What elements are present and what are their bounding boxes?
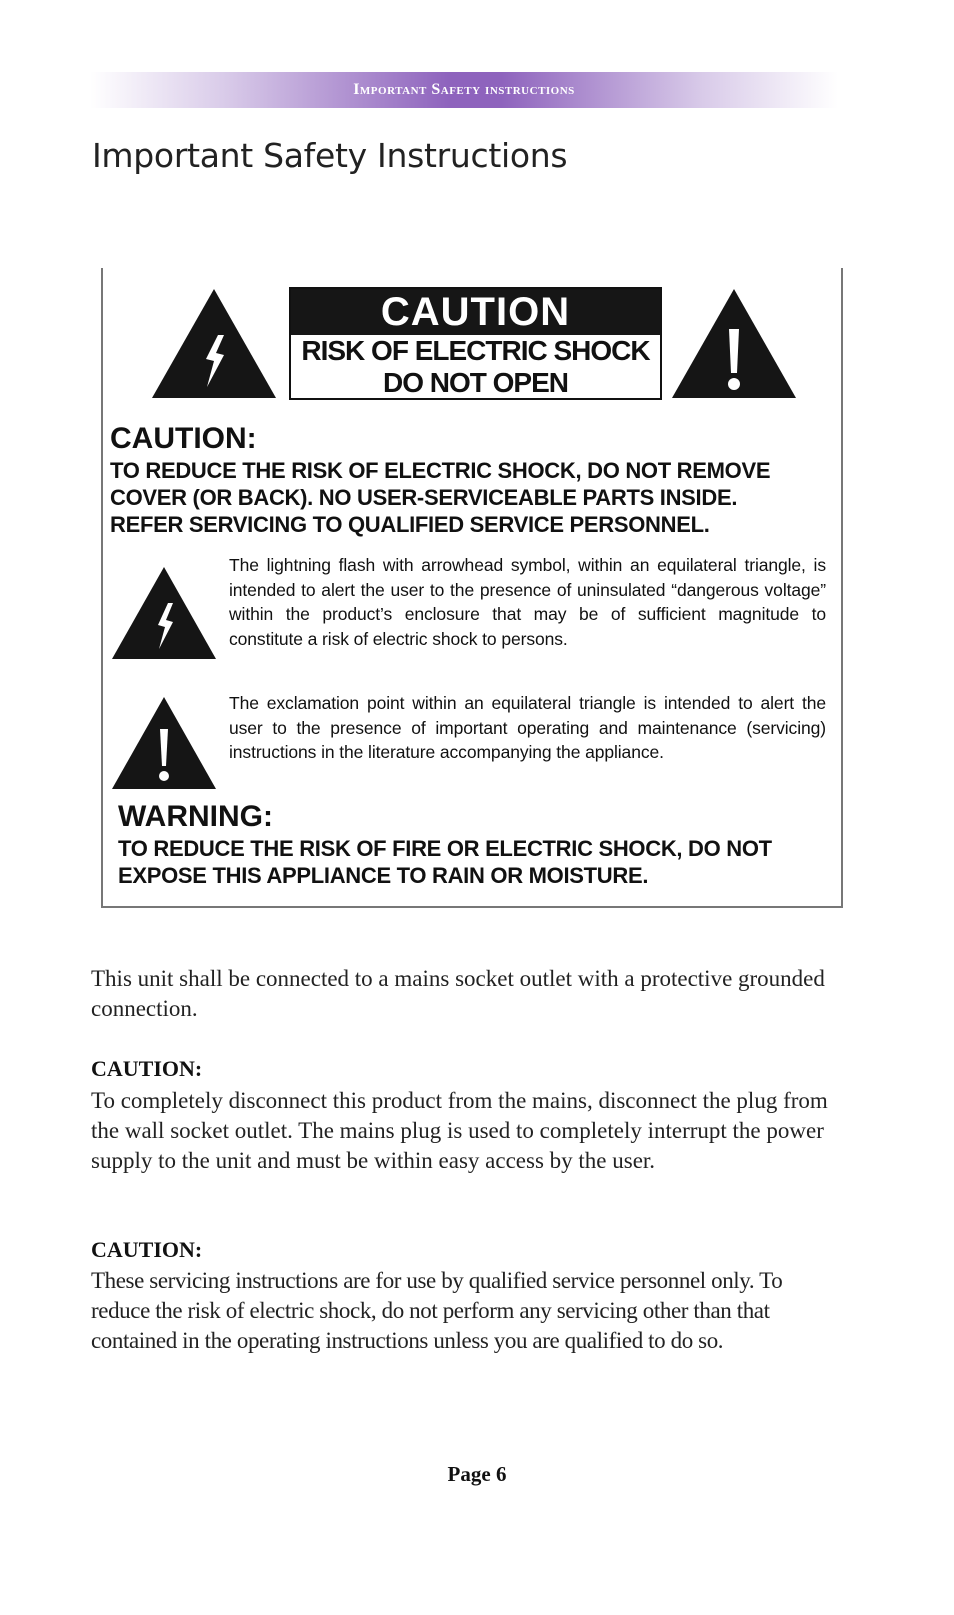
running-header-title: Important Safety instructions (353, 81, 575, 98)
caution-heading: CAUTION: (91, 1237, 203, 1262)
label-caution-heading: CAUTION: (110, 422, 257, 455)
caution-box-title: CAUTION (291, 289, 660, 335)
page-title: Important Safety Instructions (92, 136, 568, 175)
label-warning-heading: WARNING: (118, 800, 273, 833)
disconnect-paragraph: To completely disconnect this product from the mains, disconnect the plug from the wall socket outlet. The mains plug is used to completely interrupt the power supply to the unit and must be within easy access by the user. (91, 1088, 828, 1173)
caution-box-line1: RISK OF ELECTRIC SHOCK (301, 335, 650, 366)
page-number: Page 6 (447, 1462, 507, 1486)
exclamation-explanation: The exclamation point within an equilateral triangle is intended to alert the user to the presence of important operating and maintenance (servicing) instructions in the literature accompanying the appliance. (229, 693, 826, 762)
label-caution-line: REFER SERVICING TO QUALIFIED SERVICE PERSONNEL. (110, 512, 710, 537)
caution-heading: CAUTION: (91, 1056, 203, 1081)
exclamation-triangle-icon (110, 695, 218, 791)
label-caution-line: TO REDUCE THE RISK OF ELECTRIC SHOCK, DO NOT REMOVE (110, 458, 771, 483)
label-warning-line: EXPOSE THIS APPLIANCE TO RAIN OR MOISTURE. (118, 863, 649, 888)
lightning-explanation: The lightning flash with arrowhead symbol, within an equilateral triangle, is intended to alert the user to the presence of uninsulated “dangerous voltage” within the product’s enclosure that may be of sufficient magnitude to constitute a risk of electric shock to persons. (229, 555, 826, 649)
label-warning-line: TO REDUCE THE RISK OF FIRE OR ELECTRIC SHOCK, DO NOT (118, 836, 772, 861)
servicing-paragraph: These servicing instructions are for use by qualified service personnel only. To reduce the risk of electric shock, do not perform any servicing other than that contained in the operating instructions unless you are qualified to do so. (91, 1268, 783, 1353)
caution-box-line2: DO NOT OPEN (382, 367, 568, 398)
label-caution-line: COVER (OR BACK). NO USER-SERVICEABLE PARTS INSIDE. (110, 485, 738, 510)
lightning-triangle-icon (110, 565, 218, 661)
lightning-triangle-icon (150, 287, 278, 400)
running-header (90, 72, 838, 108)
exclamation-triangle-icon (670, 287, 798, 400)
caution-box (289, 287, 662, 400)
grounding-paragraph: This unit shall be connected to a mains socket outlet with a protective grounded connection. (91, 966, 825, 1021)
